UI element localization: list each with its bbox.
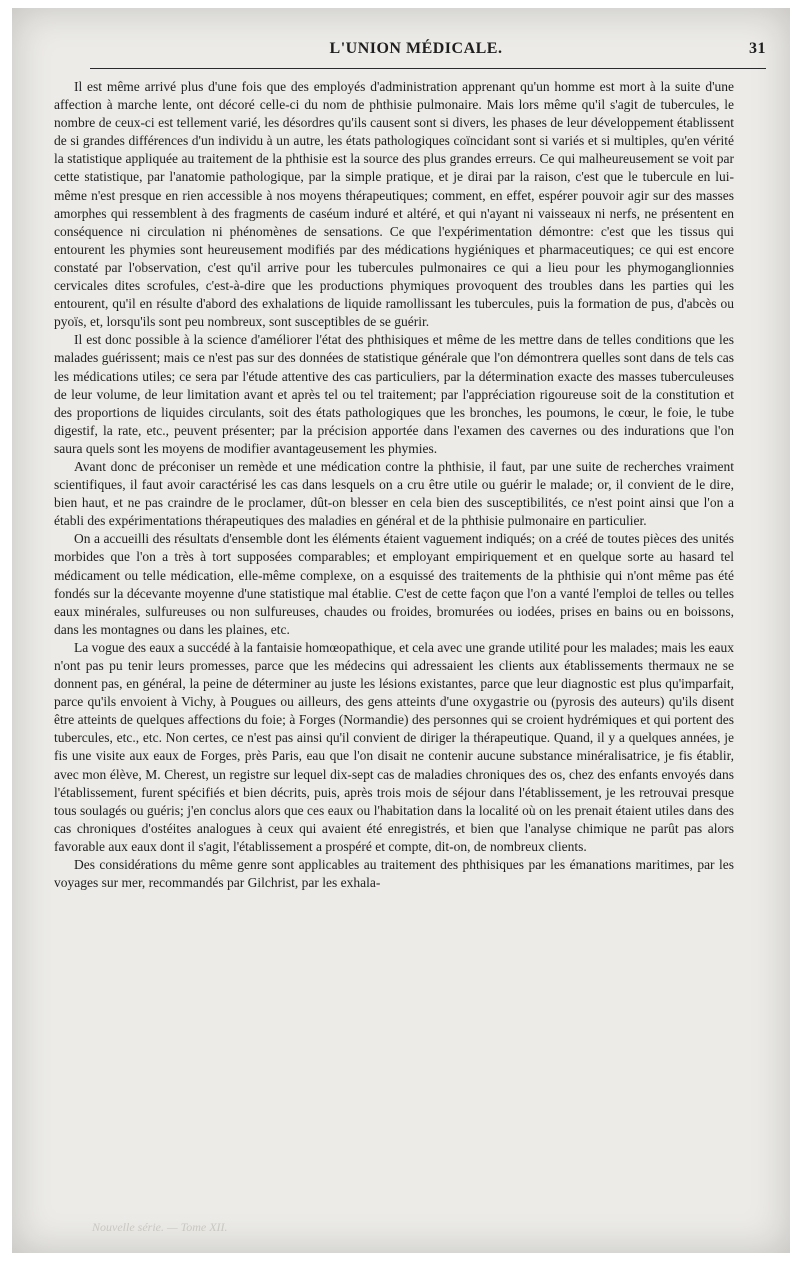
document-page — [12, 8, 790, 1253]
paragraph: Des considérations du même genre sont applicables au traitement des phthisiques par les émanations maritimes, par les voyages sur mer, recommandés par Gilchrist, par les exhala- — [54, 857, 734, 891]
paragraph: Avant donc de préconiser un remède et une médication contre la phthisie, il faut, par une suite de recherches vraiment scientifiques, il faut avoir caractérisé les cas dans lesquels on a cru être utile ou guérir le malade; or, il convient de le dire, bien haut, et ne pas craindre de le proclamer, dût-on blesser en cela bien des susceptibilités, ce n'est point ainsi que l'on a établi des expérimentations thérapeutiques des maladies en général et de la phthisie pulmonaire en particulier. — [54, 458, 734, 529]
page-number: 31 — [749, 40, 766, 57]
page-header — [66, 40, 766, 62]
article-body — [54, 78, 734, 892]
running-title: L'UNION MÉDICALE. — [329, 40, 503, 57]
paragraph: La vogue des eaux a succédé à la fantaisie homœopathique, et cela avec une grande utilité pour les malades; mais les eaux n'ont pas pu tenir leurs promesses, parce que les médecins qui adressaient les clients aux établissements thermaux ne se donnent pas, en général, la peine de déterminer au juste les lésions existantes, parce que leur diagnostic est plus qu'imparfait, parce qu'ils envoient à Vichy, à Pougues ou ailleurs, des gens atteints d'une oxygastrie ou (pyrosis des auteurs) qu'ils disent être atteints de quelques affections du foie; à Forges (Normandie) des personnes qui se croient hydrémiques et qui portent des tubercules, etc., etc. Non certes, ce n'est pas ainsi qu'il convient de diriger la thérapeutique. Quand, il y a quelques années, je fis une visite aux eaux de Forges, près Paris, eau que l'on disait ne contenir aucune substance minéralisatrice, je fis établir, avec mon élève, M. Cherest, un registre sur lequel dix-sept cas de maladies chroniques des os, chez des enfants envoyés dans l'établissement, furent spécifiés et bien décrits, puis, après trois mois de séjour dans l'établissement, je les retrouvai presque tous soulagés ou guéris; j'en conclus alors que ces eaux ou l'habitation dans la localité où on les prenait étaient utiles dans des cas chroniques d'ostéites analogues à ceux qui avaient été enregistrés, et bien que l'analyse chimique ne parût pas alors favorable aux eaux dont il s'agit, l'établissement a prospéré et compte, dit-on, de nombreux clients. — [54, 639, 734, 854]
paragraph: On a accueilli des résultats d'ensemble dont les éléments étaient vaguement indiqués; on a créé de toutes pièces des unités morbides que l'on a très à tort supposées comparables; et employant empiriquement et en quelque sorte au hasard tel médicament ou telle médication, elle-même complexe, on a esquissé des traitements de la phthisie qui n'ont même pas été fondés sur la décevante moyenne d'une statistique mal établie. C'est de cette façon que l'on a vanté l'emploi de telles ou telles eaux minérales, sulfureuses ou non sulfureuses, chaudes ou froides, bromurées ou iodées, prises en bains ou en boissons, dans les montagnes ou dans les plaines, etc. — [54, 531, 734, 637]
header-rule — [90, 68, 766, 69]
paragraph: Il est même arrivé plus d'une fois que des employés d'administration apprenant qu'un homme est mort à la suite d'une affection à marche lente, ont décoré celle-ci du nom de phthisie pulmonaire. Mais lors même qu'il s'agit de tubercules, le nombre de ceux-ci est tellement varié, les désordres qu'ils causent sont si divers, les phases de leur développement établissent de si grandes différences d'un individu à un autre, les états pathologiques coïncidant sont si variés et si multiples, qu'en vérité la statistique appliquée au traitement de la phthisie est la source des plus grandes erreurs. Ce qui malheureusement se voit par cette statistique, par l'anatomie pathologique, par la simple pratique, et je dirai par la raison, c'est que le tubercule en lui-même n'est presque en rien accessible à nos moyens thérapeutiques; comment, en effet, espérer pouvoir agir sur des masses amorphes qui ressemblent à des fragments de caséum induré et altéré, et qui n'ayant ni vaisseaux ni nerfs, ne présentent en conséquence ni circulation ni phénomènes de sensations. Ce que l'expérimentation démontre: c'est que les tissus qui entourent les phymies sont heureusement modifiés par des médications hygiéniques et pharmaceutiques; ce qui est encore constaté par l'observation, c'est qu'il arrive pour les tubercules pulmonaires ce qui a lieu pour les phymoganglionnies cervicales dites scrofules, c'est-à-dire que les productions phymiques provoquent des troubles dans les parties qui les entourent, qu'il en résulte d'abord des exhalations de liquide ramollissant les tubercules, puis la formation de pus, d'abcès ou pyoïs, et, lorsqu'ils sont peu nombreux, sont susceptibles de se guérir. — [54, 79, 734, 330]
signature-mark: Nouvelle série. — Tome XII. — [92, 1220, 228, 1234]
paragraph: Il est donc possible à la science d'améliorer l'état des phthisiques et même de les mettre dans de telles conditions que les malades guérissent; mais ce n'est pas sur des données de statistique générale que l'on démontrera quelles sont dans de tels cas les médications utiles; ce sera par l'étude attentive des cas particuliers, par la détermination exacte des masses tuberculeuses de leur volume, de leur limitation avant et après tel ou tel traitement; par l'appréciation rigoureuse soit de la constitution et des proportions de liquides circulants, soit des états pathologiques que les bronches, les poumons, le cœur, le foie, le tube digestif, la rate, etc., peuvent présenter; par la précision apportée dans l'examen des cavernes ou des indurations que l'on saura quels sont les moyens de modifier avantageusement les phymies. — [54, 332, 734, 456]
